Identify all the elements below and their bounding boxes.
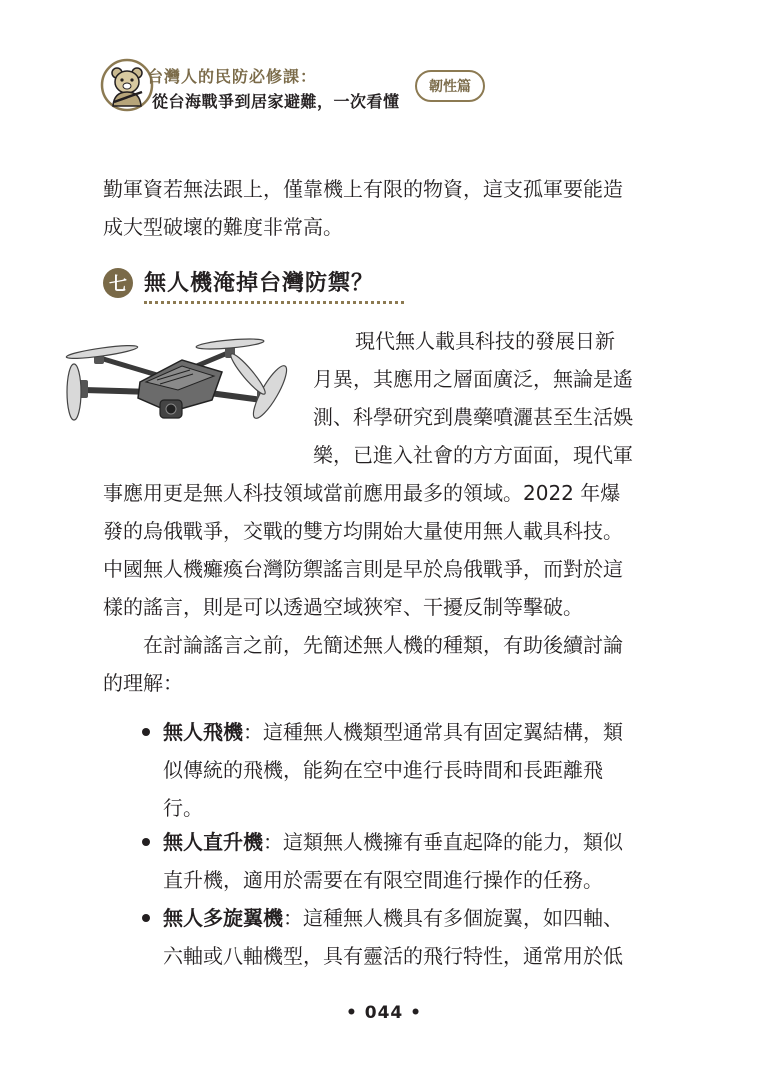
running-header bbox=[100, 58, 700, 118]
bullet-2-term: 無人直升機 bbox=[163, 830, 263, 854]
bullet-3-colon: ： bbox=[283, 906, 303, 930]
bullet-3-line-2: 六軸或八軸機型，具有靈活的飛行特性，通常用於低 bbox=[163, 944, 623, 968]
header-book-subtitle: 從台海戰爭到居家避難，一次看懂 bbox=[152, 92, 400, 111]
bullet-1-line-3: 行。 bbox=[163, 796, 203, 820]
para2-line-2: 的理解： bbox=[103, 671, 183, 695]
body-line-8: 樣的謠言，則是可以透過空域狹窄、干擾反制等擊破。 bbox=[103, 595, 583, 619]
section-title-dotted-underline bbox=[144, 301, 404, 304]
body-wrap-line-1: 現代無人載具科技的發展日新 bbox=[355, 329, 615, 353]
body-line-5: 事應用更是無人科技領域當前應用最多的領域。2022 年爆 bbox=[103, 481, 621, 505]
bullet-1-text: 這種無人機類型通常具有固定翼結構，類 bbox=[263, 720, 623, 744]
body-wrap-line-4: 樂，已進入社會的方方面面，現代軍 bbox=[313, 443, 633, 467]
bullet-1-term: 無人飛機 bbox=[163, 720, 243, 744]
bullet-2-line-2: 直升機，適用於需要在有限空間進行操作的任務。 bbox=[163, 868, 603, 892]
quadcopter-drone-illustration bbox=[62, 330, 292, 440]
body-wrap-line-2: 月異，其應用之層面廣泛，無論是遙 bbox=[313, 367, 633, 391]
bullet-1-colon: ： bbox=[243, 720, 263, 744]
bullet-2-text: 這類無人機擁有垂直起降的能力，類似 bbox=[283, 830, 623, 854]
body-line-7: 中國無人機癱瘓台灣防禦謠言則是早於烏俄戰爭，而對於這 bbox=[103, 557, 623, 581]
bullet-1-line-2: 似傳統的飛機，能夠在空中進行長時間和長距離飛 bbox=[163, 758, 603, 782]
bullet-3-line-1 bbox=[163, 899, 623, 937]
body-line-6: 發的烏俄戰爭，交戰的雙方均開始大量使用無人載具科技。 bbox=[103, 519, 623, 543]
bullet-2-colon: ： bbox=[263, 830, 283, 854]
section-title: 無人機淹掉台灣防禦？ bbox=[144, 271, 375, 296]
bullet-3-text: 這種無人機具有多個旋翼，如四軸、 bbox=[303, 906, 623, 930]
intro-line-2: 成大型破壞的難度非常高。 bbox=[103, 215, 343, 239]
bullet-dot bbox=[142, 838, 150, 846]
bear-soldier-logo-icon bbox=[100, 58, 154, 112]
body-wrap-line-3: 測、科學研究到農藥噴灑甚至生活娛 bbox=[313, 405, 633, 429]
bullet-1-line-1 bbox=[163, 713, 623, 751]
para2-line-1: 在討論謠言之前，先簡述無人機的種類，有助後續討論 bbox=[143, 633, 623, 657]
bullet-3-term: 無人多旋翼機 bbox=[163, 906, 283, 930]
section-number-badge: 七 bbox=[103, 268, 133, 298]
page-number: • 044 • bbox=[345, 1003, 423, 1023]
bullet-dot bbox=[142, 914, 150, 922]
bullet-2-line-1 bbox=[163, 823, 623, 861]
intro-line-1: 勤軍資若無法跟上，僅靠機上有限的物資，這支孤軍要能造 bbox=[103, 177, 623, 201]
chapter-badge: 韌性篇 bbox=[415, 70, 485, 102]
bullet-dot bbox=[142, 728, 150, 736]
header-book-title: 台灣人的民防必修課： bbox=[147, 67, 318, 86]
